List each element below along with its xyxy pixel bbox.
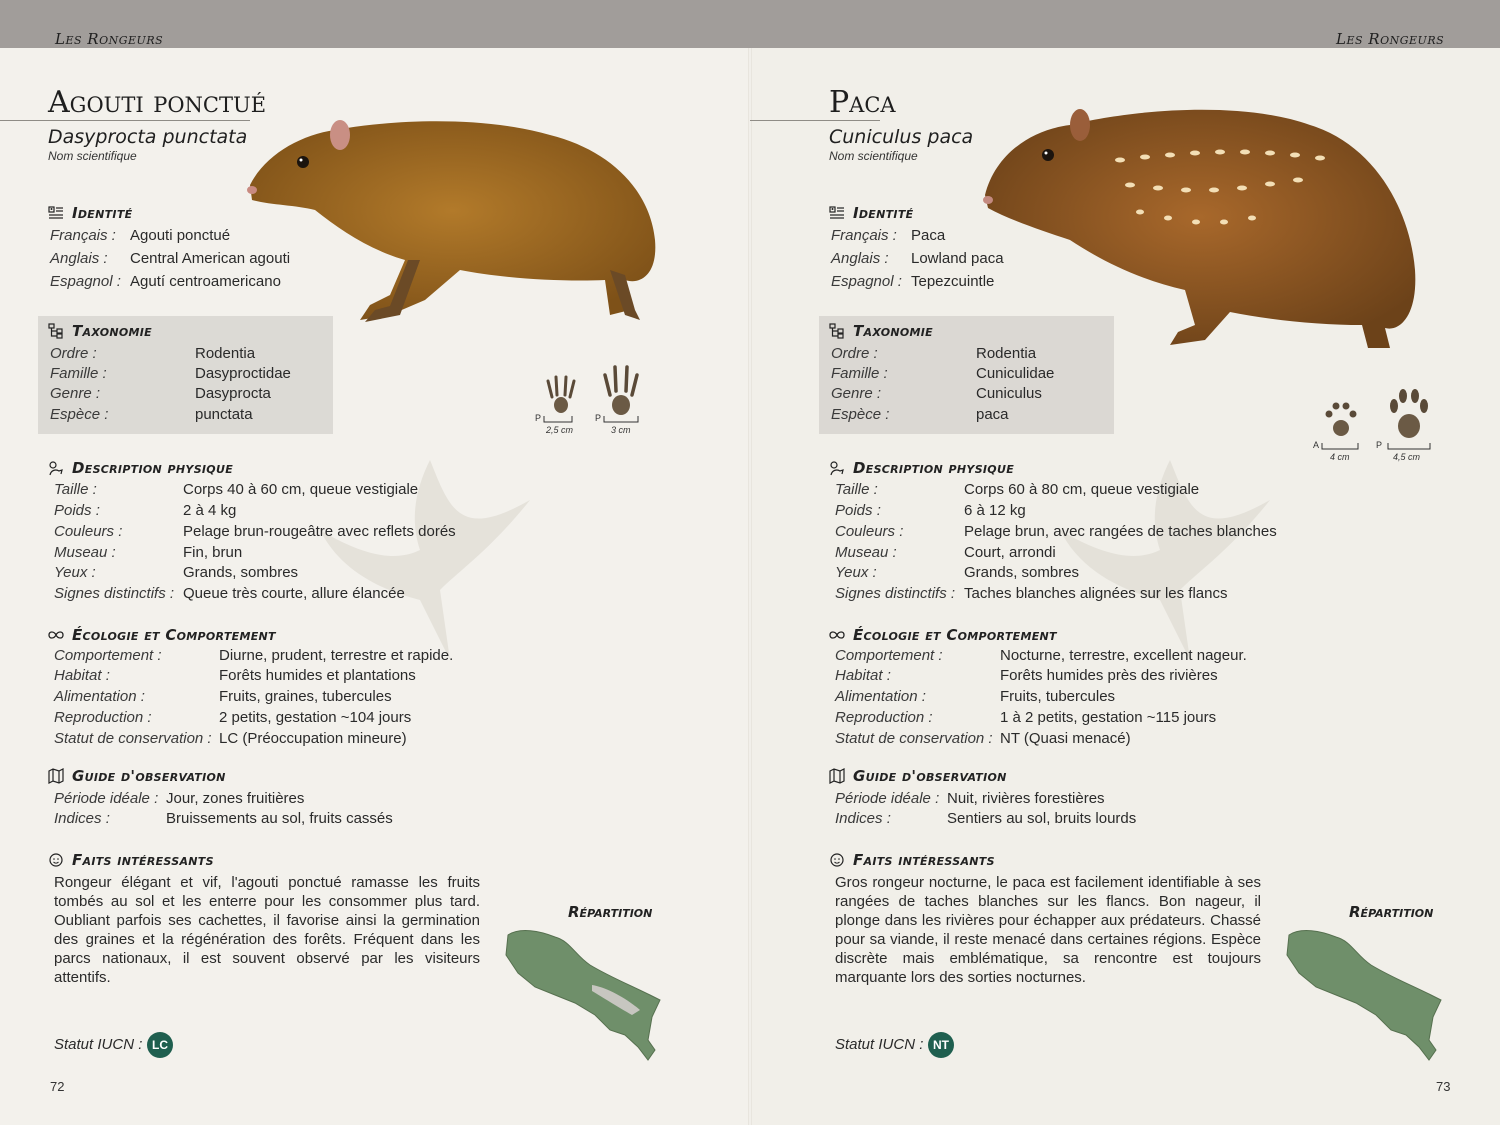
iucn-status-badge: NT	[928, 1032, 954, 1058]
scientific-name: Dasyprocta punctata	[48, 126, 248, 148]
section-identite	[829, 204, 913, 222]
section-title: Écologie et Comportement	[853, 626, 1057, 644]
section-description	[829, 459, 1014, 477]
repartition-title: Répartition	[1349, 903, 1434, 921]
scientific-name-caption: Nom scientifique	[48, 149, 137, 163]
track-letter: A	[1313, 440, 1320, 450]
track-letter: P	[535, 413, 542, 423]
section-identite	[48, 204, 132, 222]
section-description	[48, 459, 233, 477]
iucn-label: Statut IUCN :	[54, 1036, 143, 1053]
distribution-map	[500, 925, 665, 1065]
hierarchy-icon	[829, 323, 845, 339]
map-icon	[829, 768, 845, 784]
footprint-icon	[546, 375, 576, 415]
running-header-left: Les Rongeurs	[55, 30, 164, 48]
track-size: 4 cm	[1330, 452, 1350, 462]
fun-facts-text: Gros rongeur nocturne, le paca est facilement identifiable à ses rangées de taches blanches sur les flancs. Bon nageur, il plonge dans les rivières pour échapper aux prédateurs. Chassé pour sa viande, il reste menacé dans certaines régions. Espèce discrète mais emblématique, sa rencontre est toujours marquante lors des sorties nocturnes.	[835, 874, 1261, 986]
footprint-icon	[1388, 388, 1430, 442]
repartition-title: Répartition	[568, 903, 653, 921]
track-size: 2,5 cm	[546, 425, 574, 435]
book-gutter	[748, 48, 752, 1125]
section-guide	[48, 767, 226, 785]
page-number: 72	[50, 1079, 65, 1094]
section-taxonomie	[48, 322, 152, 340]
section-title: Faits intéressants	[853, 851, 995, 869]
smiley-icon	[48, 852, 64, 868]
section-title: Description physique	[72, 459, 234, 477]
scale-bar	[542, 414, 642, 424]
infinity-icon	[829, 627, 845, 643]
section-title: Description physique	[853, 459, 1015, 477]
section-ecologie	[829, 626, 1057, 644]
id-card-icon	[829, 205, 845, 221]
running-header-right: Les Rongeurs	[1336, 30, 1445, 48]
section-title: Écologie et Comportement	[72, 626, 276, 644]
distribution-map	[1281, 925, 1446, 1065]
track-letter: P	[1376, 440, 1383, 450]
top-bar	[0, 0, 1500, 48]
species-title: Paca	[829, 85, 896, 120]
animal-icon	[829, 460, 845, 476]
animal-icon	[48, 460, 64, 476]
map-icon	[48, 768, 64, 784]
title-rule	[750, 120, 880, 121]
hierarchy-icon	[48, 323, 64, 339]
track-size: 4,5 cm	[1393, 452, 1421, 462]
track-size: 3 cm	[611, 425, 631, 435]
scientific-name: Cuniculus paca	[829, 126, 974, 148]
section-guide	[829, 767, 1007, 785]
infinity-icon	[48, 627, 64, 643]
iucn-status-badge: LC	[147, 1032, 173, 1058]
section-title: Taxonomie	[72, 322, 152, 340]
agouti-illustration	[240, 110, 660, 330]
section-taxonomie	[829, 322, 933, 340]
section-ecologie	[48, 626, 276, 644]
section-title: Guide d'observation	[853, 767, 1007, 785]
section-title: Taxonomie	[853, 322, 933, 340]
paca-illustration	[980, 100, 1420, 350]
section-faits	[829, 851, 995, 869]
id-card-icon	[48, 205, 64, 221]
track-letter: P	[595, 413, 602, 423]
fun-facts-text: Rongeur élégant et vif, l'agouti ponctué ramasse les fruits tombés au sol et les enterre pour les consommer plus tard. Oubliant parfois ses cachettes, il favorise ainsi la germination des graines et la régénération des forêts. Fréquent dans les parcs nationaux, il est souvent observé par les visiteurs attentifs.	[54, 874, 480, 986]
bird-watermark-left	[300, 420, 560, 680]
footprint-icon	[1324, 400, 1358, 440]
section-title: Identité	[853, 204, 914, 222]
section-title: Guide d'observation	[72, 767, 226, 785]
section-title: Identité	[72, 204, 133, 222]
scientific-name-caption: Nom scientifique	[829, 149, 918, 163]
species-title: Agouti ponctué	[48, 85, 267, 120]
section-title: Faits intéressants	[72, 851, 214, 869]
section-faits	[48, 851, 214, 869]
page-number: 73	[1436, 1079, 1451, 1094]
bird-watermark-right	[1040, 420, 1300, 680]
footprint-icon	[603, 365, 639, 417]
smiley-icon	[829, 852, 845, 868]
iucn-label: Statut IUCN :	[835, 1036, 924, 1053]
title-rule	[0, 120, 250, 121]
